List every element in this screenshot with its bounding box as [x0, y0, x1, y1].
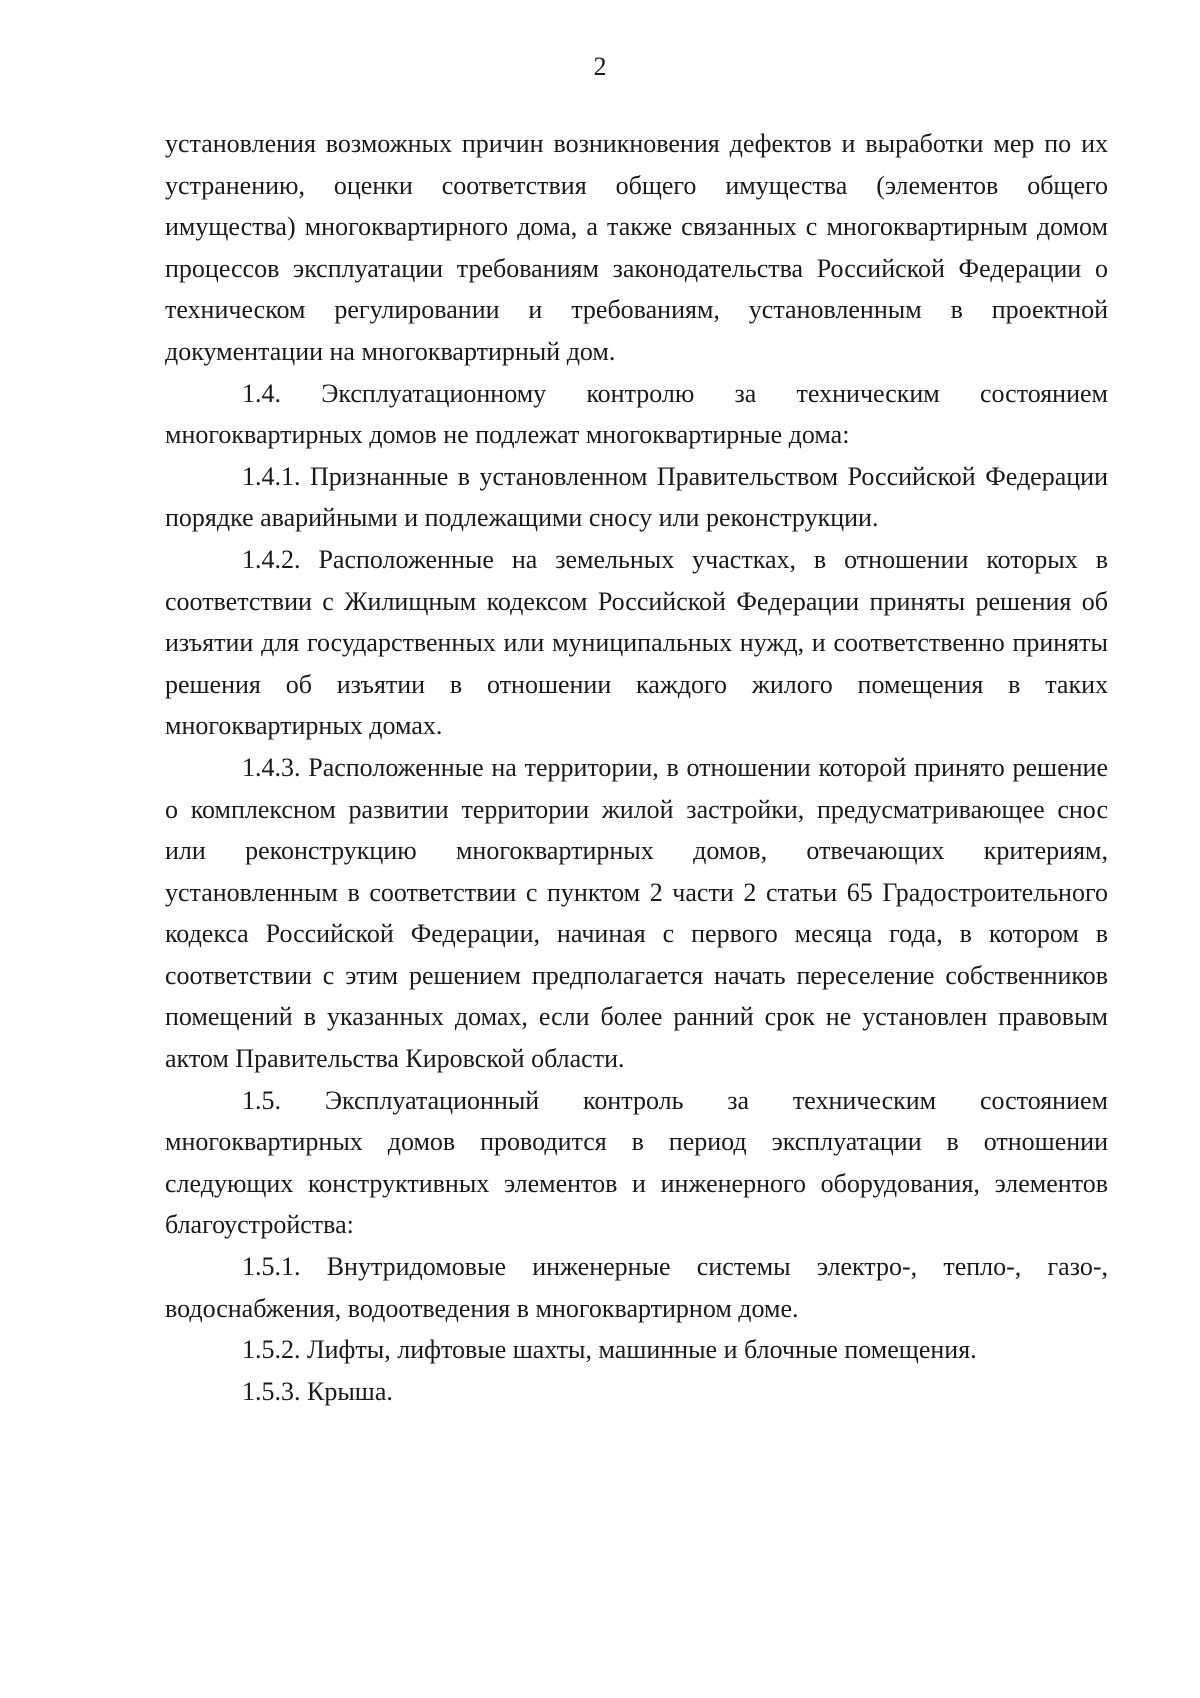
- paragraph-1-4: 1.4. Эксплуатационному контролю за техническим состоянием многоквартирных домов не подлежат многоквартирные дома:: [165, 378, 1108, 450]
- document-body: [165, 123, 1108, 1412]
- page-number: 2: [593, 52, 607, 81]
- paragraph-1-5-1: 1.5.1. Внутридомовые инженерные системы электро-, тепло-, газо-, водоснабжения, водоотведения в многоквартирном доме.: [165, 1252, 1108, 1323]
- paragraph-1-5-3: 1.5.3. Крыша.: [242, 1376, 393, 1406]
- paragraph-1-4-1: 1.4.1. Признанные в установленном Правительством Российской Федерации порядке аварийными и подлежащими сносу или реконструкции.: [165, 461, 1108, 533]
- paragraph-1-4-3: 1.4.3. Расположенные на территории, в отношении которой принято решение о комплексном развитии территории жилой застройки, предусматривающее снос или реконструкцию многоквартирных домов, отвечающих критериям, установленным в соответствии с пунктом 2 части 2 статьи 65 Градостроительного кодекса Российской Федерации, начиная с первого месяца года, в котором в соответствии с этим решением предполагается начать переселение собственников помещений в указанных домах, если более ранний срок не установлен правовым актом Правительства Кировской области.: [165, 752, 1108, 1074]
- paragraph-1-4-2: 1.4.2. Расположенные на земельных участках, в отношении которых в соответствии с Жилищным кодексом Российской Федерации приняты решения об изъятии для государственных или муниципальных нужд, и соответственно приняты решения об изъятии в отношении каждого жилого помещения в таких многоквартирных домах.: [165, 544, 1108, 741]
- paragraph-continuation: установления возможных причин возникновения дефектов и выработки мер по их устранению, оценки соответствия общего имущества (элементов общего имущества) многоквартирного дома, а также связанных с многоквартирным домом процессов эксплуатации требованиям законодательства Российской Федерации о техническом регулировании и требованиям, установленным в проектной документации на многоквартирный дом.: [165, 129, 1108, 366]
- paragraph-1-5: 1.5. Эксплуатационный контроль за техническим состоянием многоквартирных домов проводится в период эксплуатации в отношении следующих конструктивных элементов и инженерного оборудования, элементов благоустройства:: [165, 1085, 1108, 1240]
- paragraph-1-5-2: 1.5.2. Лифты, лифтовые шахты, машинные и блочные помещения.: [242, 1335, 977, 1365]
